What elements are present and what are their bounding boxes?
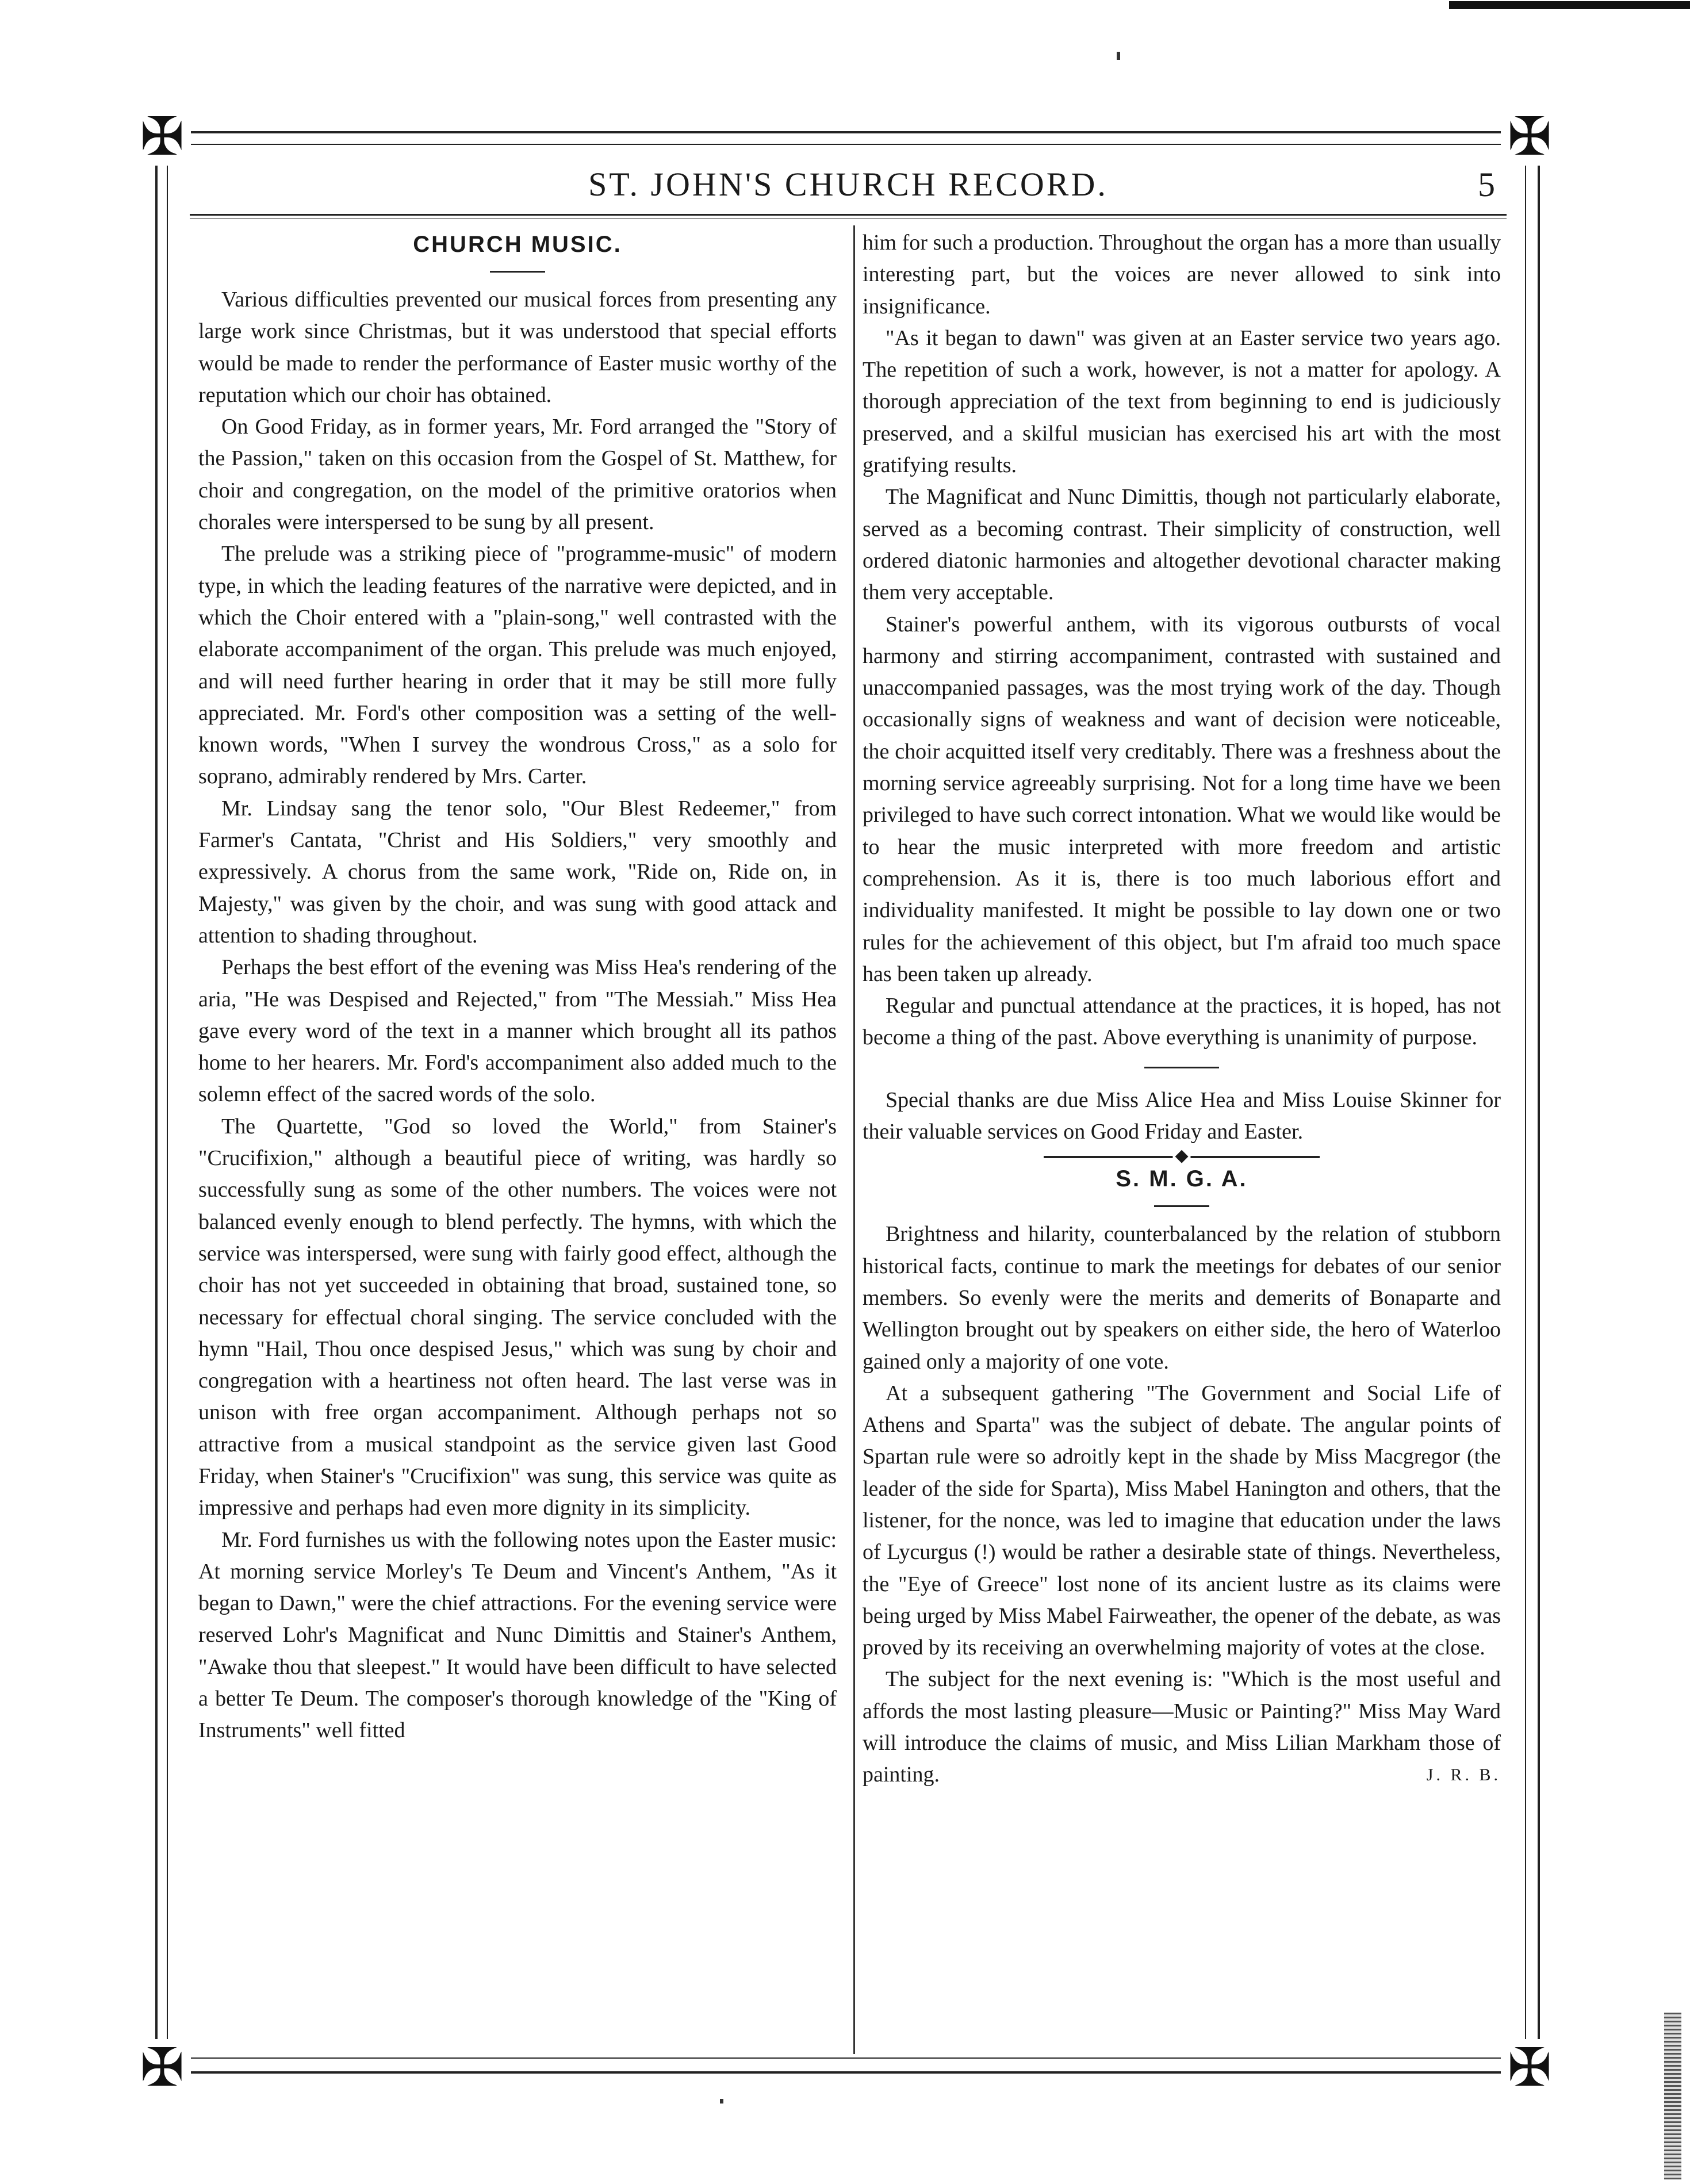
section-separator: [1144, 1067, 1219, 1068]
diamond-ornament-icon: ◆: [1172, 1145, 1190, 1166]
article-paragraph: The Quartette, "God so loved the World," from Stainer's "Crucifixion," although a beautiful piece of writing, was hardly so successfully sung as some of the other numbers. The voices were not balanced evenly enough to blend perfectly. The hymns, with which the service was interspersed, were sung with fairly good effect, although the choir has not yet succeeded in obtaining that broad, sustained tone, so necessary for effectual choral singing. The service concluded with the hymn "Hail, Thou once despised Jesus," which was sung by choir and congregation with a heartiness not often heard. The last verse was in unison with free organ accompaniment. Although perhaps not so attractive from a musical standpoint as the service given last Good Friday, when Stainer's "Crucifixion" was sung, this service was quite as impressive and perhaps had even more dignity in its simplicity.: [198, 1114, 837, 1520]
article-paragraph-text: The subject for the next evening is: "Which is the most useful and affords the most lasting pleasure—Music or Painting?" Miss May Ward will introduce the claims of music, and Miss Lilian Markham those of painting.: [863, 1667, 1501, 1787]
article-paragraph: Regular and punctual attendance at the practices, it is hoped, has not become a thing of the past. Above everything is unanimity of purpose.: [863, 994, 1501, 1050]
heading-rule: [1154, 1205, 1209, 1207]
thanks-paragraph: Special thanks are due Miss Alice Hea and Miss Louise Skinner for their valuable services on Good Friday and Easter.: [863, 1087, 1501, 1144]
article-paragraph: The Magnificat and Nunc Dimittis, though not particularly elaborate, served as a becoming contrast. Their simplicity of construction, well ordered diatonic harmonies and altogether devotional character making them very acceptable.: [863, 485, 1501, 605]
corner-cross-icon: ✠: [1501, 108, 1558, 166]
running-title: ST. JOHN'S CHURCH RECORD.: [588, 166, 1108, 203]
article-heading-smga: S. M. G. A.: [1116, 1166, 1248, 1192]
corner-cross-icon: ✠: [133, 108, 191, 166]
page-edge-scan-artifact: [1664, 2013, 1681, 2179]
corner-cross-icon: ✠: [1501, 2039, 1558, 2097]
ink-mark: [720, 2099, 723, 2103]
article-paragraph: Mr. Ford furnishes us with the following notes upon the Easter music: At morning service Morley's Te Deum and Vincent's Anthem, "As it began to Dawn," were the chief attractions. For the evening service were reserved Lohr's Magnificat and Nunc Dimittis and Stainer's Anthem, "Awake thou that sleepest." It would have been difficult to have selected a better Te Deum. The composer's thorough knowledge of the "King of Instruments" well fitted: [198, 1527, 837, 1743]
page-header: [190, 159, 1507, 210]
left-column: [198, 227, 837, 1747]
right-column: [863, 227, 1501, 1791]
top-edge-rule: [1449, 1, 1690, 9]
column-divider: [853, 225, 855, 2054]
article-paragraph: Various difficulties prevented our musical forces from presenting any large work since Christmas, but it was understood that special efforts would be made to render the performance of Easter music worthy of the reputation which our choir has obtained.: [198, 288, 837, 407]
author-signature: J. R. B.: [1426, 1765, 1501, 1785]
header-rule: [190, 214, 1507, 219]
article-paragraph: Mr. Lindsay sang the tenor solo, "Our Blest Redeemer," from Farmer's Cantata, "Christ and His Soldiers," very smoothly and expressively. A chorus from the same work, "Ride on, Ride on, in Majesty," was given by the choir, and was sung with good attack and attention to shading throughout.: [198, 796, 837, 948]
article-paragraph: Stainer's powerful anthem, with its vigorous outbursts of vocal harmony and stirring accompaniment, contrasted with sustained and unaccompanied passages, was the most trying work of the day. Though occasionally signs of weakness and want of decision were noticeable, the choir acquitted itself very creditably. There was a freshness about the morning service agreeably surprising. Not for a long time have we been privileged to have such correct intonation. What we would like would be to hear the music interpreted with more freedom and artistic comprehension. As it is, there is too much laborious effort and individuality manifested. It might be possible to lay down one or two rules for the achievement of this object, but I'm afraid too much space has been taken up already.: [863, 612, 1501, 986]
article-paragraph: On Good Friday, as in former years, Mr. Ford arranged the "Story of the Passion," taken on this occasion from the Gospel of St. Matthew, for choir and congregation, on the model of the primitive oratorios when chorales were interspersed to be sung by all present.: [198, 415, 837, 535]
heading-rule: [490, 271, 545, 273]
article-heading-church-music: CHURCH MUSIC.: [413, 232, 622, 257]
article-paragraph: [863, 1664, 1501, 1791]
article-paragraph: At a subsequent gathering "The Government and Social Life of Athens and Sparta" was the subject of debate. The angular points of Spartan rule were so adroitly kept in the shade by Miss Macgregor (the leader of the side for Sparta), Miss Mabel Hanington and others, that the listener, for the nonce, was led to imagine that education under the laws of Lycurgus (!) would be rather a desirable state of things. Nevertheless, the "Eye of Greece" lost none of its ancient lustre as its claims were being urged by Miss Mabel Fairweather, the opener of the debate, as was proved by its receiving an overwhelming majority of votes at the close.: [863, 1381, 1501, 1660]
article-paragraph: Brightness and hilarity, counterbalanced by the relation of stubborn historical facts, continue to mark the meetings for debates of our senior members. So evenly were the merits and demerits of Bonaparte and Wellington brought out by speakers on either side, the hero of Waterloo gained only a majority of one vote.: [863, 1222, 1501, 1374]
corner-cross-icon: ✠: [133, 2039, 191, 2097]
ornamental-rule: [1044, 1145, 1320, 1166]
article-paragraph: The prelude was a striking piece of "programme-music" of modern type, in which the leading features of the narrative were depicted, and in which the Choir entered with a "plain-song," well contrasted with the elaborate accompaniment of the organ. This prelude was much enjoyed, and will need further hearing in order that it may be still more fully appreciated. Mr. Ford's other composition was a setting of the well-known words, "When I survey the wondrous Cross," as a solo for soprano, admirably rendered by Mrs. Carter.: [198, 542, 837, 789]
page-number: 5: [1478, 166, 1495, 204]
ink-mark: [1117, 52, 1120, 60]
article-paragraph: "As it began to dawn" was given at an Easter service two years ago. The repetition of such a work, however, is not a matter for apology. A thorough appreciation of the text from beginning to end is judiciously preserved, and a skilful musician has exercised his art with the most gratifying results.: [863, 325, 1501, 478]
article-paragraph: Perhaps the best effort of the evening was Miss Hea's rendering of the aria, "He was Despised and Rejected," from "The Messiah." Miss Hea gave every word of the text in a manner which brought all its pathos home to her hearers. Mr. Ford's accompaniment also added much to the solemn effect of the sacred words of the solo.: [198, 955, 837, 1107]
article-paragraph: him for such a production. Throughout the organ has a more than usually interesting part, but the voices are never allowed to sink into insignificance.: [863, 231, 1501, 319]
